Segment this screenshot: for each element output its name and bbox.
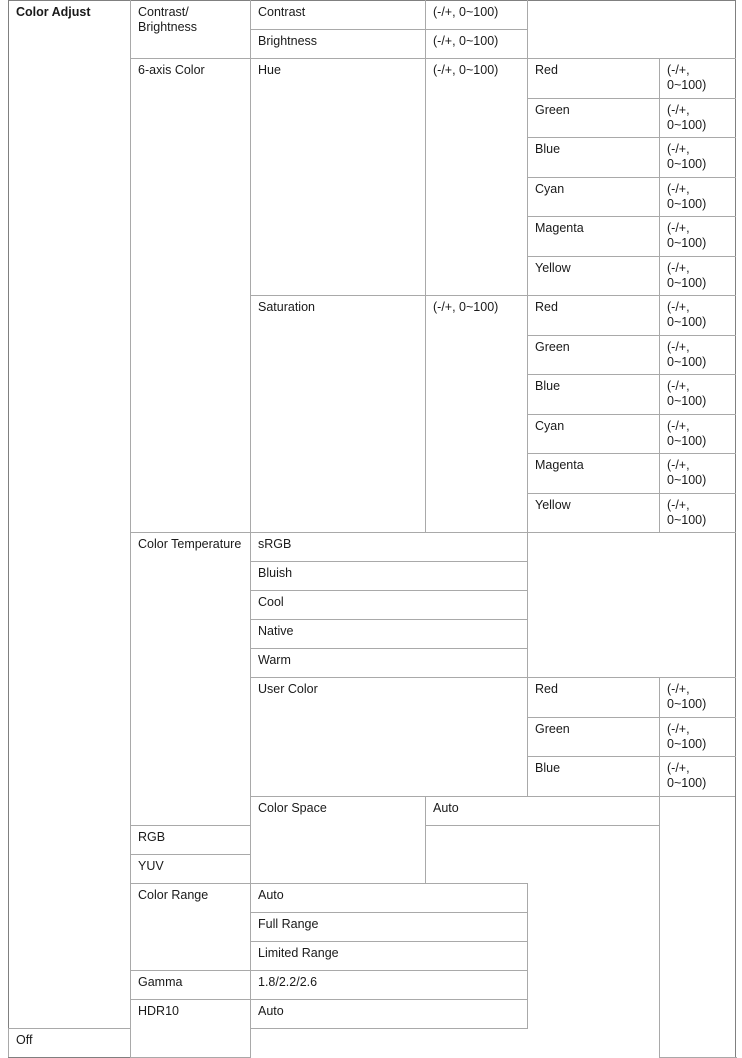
suboption-value-saturation-green: (-/+, 0~100) [660,335,736,375]
suboption-value-saturation-blue: (-/+, 0~100) [660,375,736,415]
suboption-name-hue-cyan: Cyan [528,177,660,217]
option-value-brightness: (-/+, 0~100) [426,30,528,59]
group-label-hdr10: HDR10 [131,999,251,1057]
option-value-saturation: (-/+, 0~100) [426,296,528,533]
suboption-name-saturation-blue: Blue [528,375,660,415]
suboption-value-saturation-cyan: (-/+, 0~100) [660,414,736,454]
option-name-color-range-auto: Auto [251,883,528,912]
suboption-name-user-color-green: Green [528,717,660,757]
option-name-color-space-auto: Auto [426,796,660,825]
group-label-color-temperature: Color Temperature [131,533,251,826]
suboption-value-hue-red: (-/+, 0~100) [660,59,736,99]
option-value-hue: (-/+, 0~100) [426,59,528,296]
suboption-name-saturation-magenta: Magenta [528,454,660,494]
suboption-name-user-color-red: Red [528,678,660,718]
suboption-name-hue-red: Red [528,59,660,99]
empty-cell [528,533,736,678]
category-color-adjust: Color Adjust [9,1,131,1029]
option-name-color-space-yuv: YUV [131,854,426,883]
empty-cell [528,1,736,59]
group-label-contrast-brightness: Contrast/ Brightness [131,1,251,59]
option-name-full-range: Full Range [251,912,528,941]
suboption-value-user-color-red: (-/+, 0~100) [660,678,736,718]
option-name-gamma-values: 1.8/2.2/2.6 [251,970,528,999]
option-name-srgb: sRGB [251,533,528,562]
option-name-hdr10-off: Off [9,1028,251,1057]
option-name-cool: Cool [251,591,528,620]
suboption-name-user-color-blue: Blue [528,757,660,797]
suboption-name-hue-blue: Blue [528,138,660,178]
empty-cell [660,796,736,1057]
table-row [9,1028,736,1057]
option-name-bluish: Bluish [251,562,528,591]
suboption-value-hue-green: (-/+, 0~100) [660,98,736,138]
suboption-value-hue-blue: (-/+, 0~100) [660,138,736,178]
group-label-color-space: Color Space [251,796,426,883]
suboption-name-hue-magenta: Magenta [528,217,660,257]
suboption-value-hue-yellow: (-/+, 0~100) [660,256,736,296]
table-row [9,1,736,30]
option-name-warm: Warm [251,649,528,678]
option-name-color-space-rgb: RGB [131,825,426,854]
option-value-contrast: (-/+, 0~100) [426,1,528,30]
option-name-limited-range: Limited Range [251,941,528,970]
suboption-name-saturation-red: Red [528,296,660,336]
option-name-native: Native [251,620,528,649]
group-label-color-range: Color Range [131,883,251,970]
suboption-name-saturation-green: Green [528,335,660,375]
suboption-value-saturation-red: (-/+, 0~100) [660,296,736,336]
suboption-value-saturation-yellow: (-/+, 0~100) [660,493,736,533]
suboption-name-hue-yellow: Yellow [528,256,660,296]
osd-menu-spec-table [8,0,736,1058]
option-name-brightness: Brightness [251,30,426,59]
suboption-value-hue-cyan: (-/+, 0~100) [660,177,736,217]
group-label-6-axis-color: 6-axis Color [131,59,251,533]
suboption-value-user-color-blue: (-/+, 0~100) [660,757,736,797]
option-name-hue: Hue [251,59,426,296]
group-label-gamma: Gamma [131,970,251,999]
suboption-value-user-color-green: (-/+, 0~100) [660,717,736,757]
option-name-hdr10-auto: Auto [251,999,528,1028]
suboption-name-saturation-yellow: Yellow [528,493,660,533]
suboption-name-saturation-cyan: Cyan [528,414,660,454]
option-name-contrast: Contrast [251,1,426,30]
option-name-user-color: User Color [251,678,528,797]
suboption-value-saturation-magenta: (-/+, 0~100) [660,454,736,494]
suboption-name-hue-green: Green [528,98,660,138]
suboption-value-hue-magenta: (-/+, 0~100) [660,217,736,257]
option-name-saturation: Saturation [251,296,426,533]
